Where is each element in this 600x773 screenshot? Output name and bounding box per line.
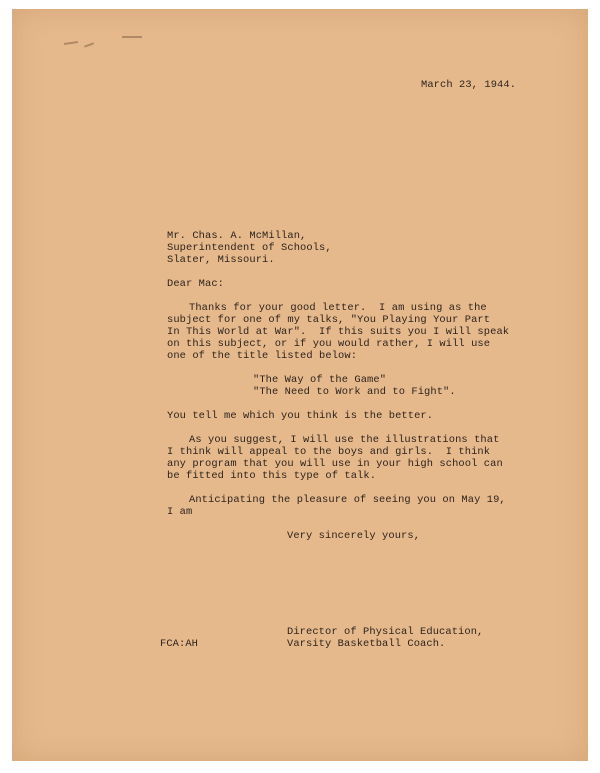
paragraph-3-line: be fitted into this type of talk. (167, 470, 377, 482)
pencil-mark (122, 36, 142, 38)
recipient-location: Slater, Missouri. (167, 254, 275, 266)
letter-sheet (12, 9, 588, 761)
salutation: Dear Mac: (167, 278, 225, 290)
paragraph-2: You tell me which you think is the better. (167, 410, 434, 422)
pencil-mark (64, 41, 78, 44)
recipient-title: Superintendent of Schools, (167, 242, 332, 254)
paragraph-1-line: In This World at War". If this suits you I will speak (167, 326, 510, 338)
paragraph-3-line: As you suggest, I will use the illustrations that (189, 434, 500, 446)
letter-date: March 23, 1944. (421, 79, 517, 91)
paragraph-1-line: Thanks for your good letter. I am using as the (189, 302, 487, 314)
signature-title: Director of Physical Education, (287, 626, 484, 638)
paragraph-3-line: any program that you will use in your high school can (167, 458, 503, 470)
talk-title: "The Need to Work and to Fight". (253, 386, 456, 398)
paragraph-4-line: I am (167, 506, 193, 518)
paragraph-3-line: I think will appeal to the boys and girls. I think (167, 446, 491, 458)
pencil-mark (84, 42, 94, 47)
paragraph-4-line: Anticipating the pleasure of seeing you on May 19, (189, 494, 506, 506)
complimentary-close: Very sincerely yours, (287, 530, 421, 542)
talk-title: "The Way of the Game" (253, 374, 387, 386)
paragraph-1-line: one of the title listed below: (167, 350, 358, 362)
signature-title: Varsity Basketball Coach. (287, 638, 446, 650)
recipient-name: Mr. Chas. A. McMillan, (167, 230, 307, 242)
paragraph-1-line: on this subject, or if you would rather, I will use (167, 338, 491, 350)
reference-initials: FCA:AH (160, 638, 199, 650)
paragraph-1-line: subject for one of my talks, "You Playing Your Part (167, 314, 491, 326)
